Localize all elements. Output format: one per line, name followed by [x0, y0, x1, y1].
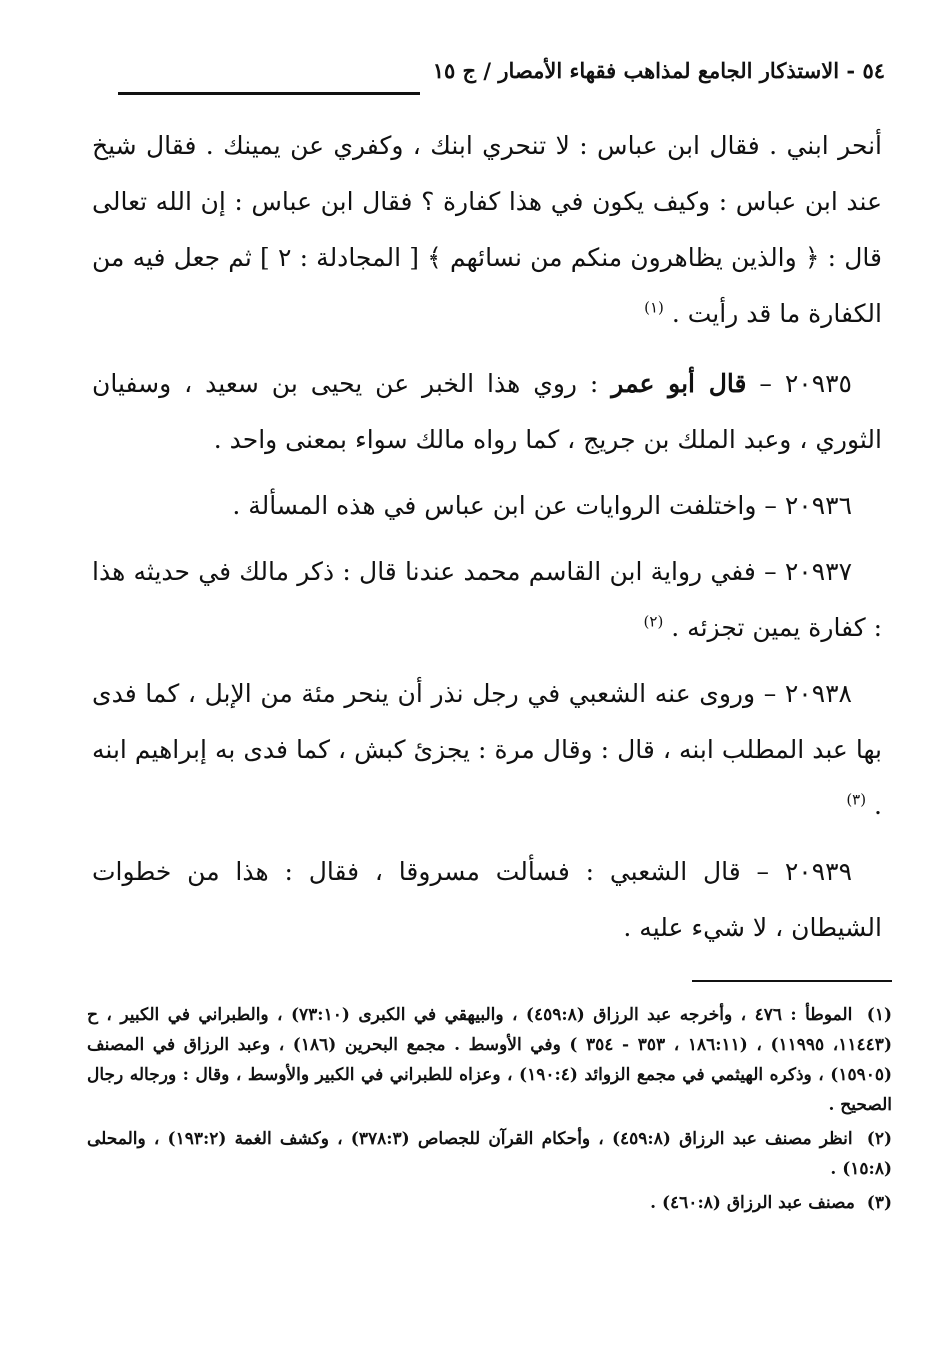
speaker: قال أبو عمر [611, 369, 747, 398]
header-rule [118, 92, 420, 95]
footnote-1 [87, 1000, 892, 1120]
paragraph-20939: ٢٠٩٣٩ – قال الشعبي : فسألت مسروقا ، فقال : هذا من خطوات الشيطان ، لا شيء عليه . [92, 857, 882, 942]
paragraph-number: ٢٠٩٣٩ [784, 857, 852, 886]
footnote-text: الموطأ : ٤٧٦ ، وأخرجه عبد الرزاق (٤٥٩:٨) ، والبيهقي في الكبرى (٧٣:١٠) ، والطبراني في الكبير ، ح (١١٤٤٣، ١١٩٩٥) ، (١٨٦:١١ ، ٣٥٣ - ٣٥٤ ) وفي الأوسط . مجمع البحرين (١٨٦) ، وعبد الرزاق في المصنف (١٥٩٠٥) ، وذكره الهيثمي في مجمع الزوائد (١٩٠:٤) ، وعزاه للطبراني في الكبير والأوسط ، وقال : ورجاله رجال الصحيح . [87, 1005, 893, 1115]
footnote-ref-3: (٣) [846, 790, 867, 809]
paragraph-number: ٢٠٩٣٥ [784, 369, 852, 398]
paragraph-20936: ٢٠٩٣٦ – واختلفت الروايات عن ابن عباس في هذه المسألة . [232, 491, 852, 520]
paragraph-text: : روي هذا الخبر عن يحيى بن سعيد ، وسفيان الثوري ، وعبد الملك بن جريج ، كما رواه مالك سواء بمعنى واحد . [92, 369, 882, 454]
footnote-ref-1: (١) [644, 298, 664, 317]
footnote-ref-2: (٢) [643, 612, 664, 631]
paragraph-text: وروى عنه الشعبي في رجل نذر أن ينحر مئة من الإبل ، كما فدى بها عبد المطلب ابنه ، قال : وقال مرة : يجزئ كبش ، كما فدى به إبراهيم ابنه . [92, 679, 882, 820]
footnote-text: انظر مصنف عبد الرزاق (٤٥٩:٨) ، وأحكام القرآن للجصاص (٣٧٨:٣) ، وكشف الغمة (١٩٣:٢) ، والمحلى (١٥:٨) . [87, 1129, 892, 1179]
footnote-2 [87, 1124, 892, 1184]
paragraph-text: واختلفت الروايات عن ابن عباس في هذه المسألة . [232, 491, 757, 520]
paragraph-text: ففي رواية ابن القاسم محمد عندنا قال : ذكر مالك في حديثه هذا : كفارة يمين تجزئه . [92, 557, 882, 642]
paragraph-number: ٢٠٩٣٨ [784, 679, 852, 708]
running-header: ٥٤ - الاستذكار الجامع لمذاهب فقهاء الأمصار / ج ١٥ [432, 58, 885, 83]
continuation-paragraph [92, 118, 882, 342]
footnote-3 [87, 1188, 892, 1218]
footnote-marker: (١) [866, 1005, 893, 1025]
footnote-rule [692, 980, 892, 982]
paragraph-text: قال الشعبي : فسألت مسروقا ، فقال : هذا من خطوات الشيطان ، لا شيء عليه . [92, 857, 882, 942]
footnotes [87, 1000, 892, 1222]
main-text [92, 118, 882, 966]
paragraph-20935: ٢٠٩٣٥ – قال أبو عمر : روي هذا الخبر عن يحيى بن سعيد ، وسفيان الثوري ، وعبد الملك بن جريج ، كما رواه مالك سواء بمعنى واحد . [92, 369, 882, 454]
paragraph-20938: ٢٠٩٣٨ – وروى عنه الشعبي في رجل نذر أن ينحر مئة من الإبل ، كما فدى بها عبد المطلب ابنه ، قال : وقال مرة : يجزئ كبش ، كما فدى به إبراهيم ابنه . $^{(٣)}$ [92, 679, 882, 820]
footnote-text: مصنف عبد الرزاق (٤٦٠:٨) . [650, 1193, 855, 1213]
continuation-text: أنحر ابني . فقال ابن عباس : لا تنحري ابنك ، وكفري عن يمينك . فقال شيخ عند ابن عباس : وكيف يكون في هذا كفارة ؟ فقال ابن عباس : إن الله تعالى قال : ﴿ والذين يظاهرون منكم من نسائهم ﴾ [ المجادلة : ٢ ] ثم جعل فيه من الكفارة ما قد رأيت . [92, 131, 883, 328]
footnote-marker: (٣) [866, 1193, 892, 1213]
paragraph-20937: ٢٠٩٣٧ – ففي رواية ابن القاسم محمد عندنا قال : ذكر مالك في حديثه هذا : كفارة يمين تجزئه . $^{(٢)}$ [92, 557, 882, 642]
paragraph-number: ٢٠٩٣٦ [784, 491, 852, 520]
footnote-marker: (٢) [866, 1129, 892, 1149]
paragraph-number: ٢٠٩٣٧ [784, 557, 852, 586]
